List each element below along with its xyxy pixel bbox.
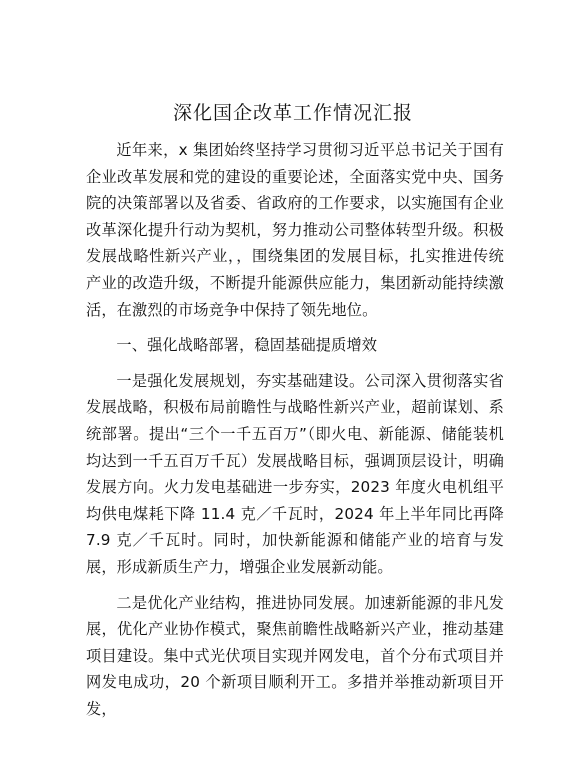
body-paragraph: 二是优化产业结构，推进协同发展。加速新能源的非凡发展，优化产业协作模式，聚焦前瞻性战略新兴产业，推动基建项目建设。集中式光伏项目实现并网发电，首个分布式项目并网发电成功，20 个新项目顺利开工。多措并举推动新项目开发， [86,593,504,718]
body-paragraph: 一是强化发展规划，夯实基础建设。公司深入贯彻落实省发展战略，积极布局前瞻性与战略性新兴产业，超前谋划、系统部署。提出“三个一千五百万”（即火电、新能源、储能装机均达到一千五百万千瓦）发展战略目标，强调顶层设计，明确发展方向。火力发电基础进一步夯实，2023 年度火电机组平均供电煤耗下降 11.4 克／千瓦时，2024 年上半年同比再降 7.9 克／千瓦时。同时，加快新能源和储能产业的培育与发展，形成新质生产力，增强企业发展新动能。 [86,371,504,576]
intro-paragraph: 近年来，x 集团始终坚持学习贯彻习近平总书记关于国有企业改革发展和党的建设的重要论述，全面落实党中央、国务院的决策部署以及省委、省政府的工作要求，以实施国有企业改革深化提升行动为契机，努力推动公司整体转型升级。积极发展战略性新兴产业，，围绕集团的发展目标，扎实推进传统产业的改造升级，不断提升能源供应能力，集团新动能持续激活，在激烈的市场竞争中保持了领先地位。 [86,141,504,319]
document-title: 深化国企改革工作情况汇报 [172,102,413,124]
section-heading: 一、强化战略部署，稳固基础提质增效 [116,336,378,355]
document-body [86,137,504,731]
